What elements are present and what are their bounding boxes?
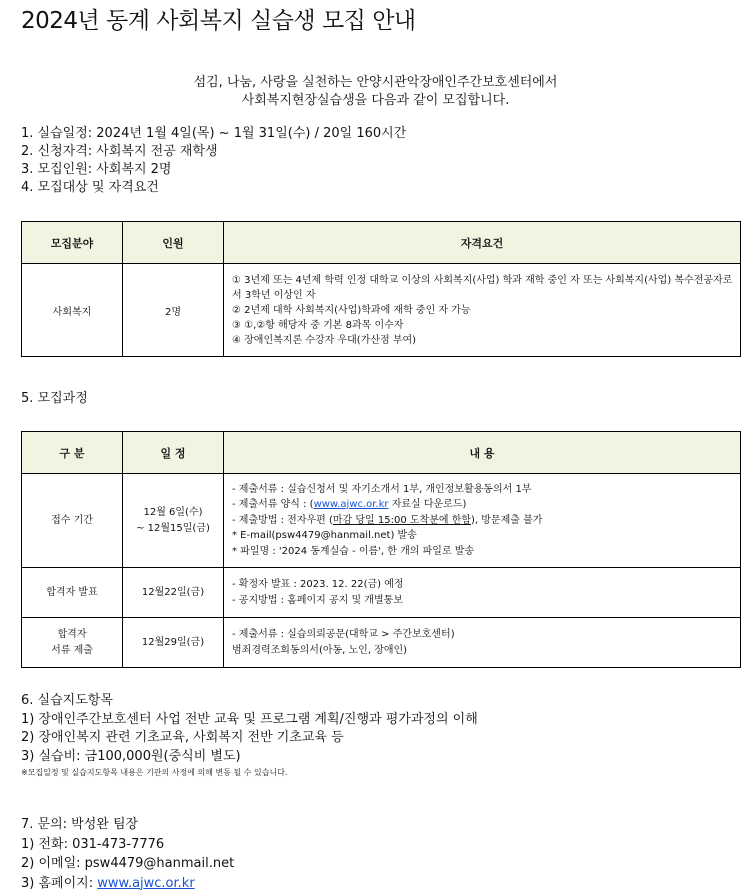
section-5-heading: 5. 모집과정 (21, 391, 88, 406)
schedule-cell (123, 568, 224, 618)
content-line: 범죄경력조회동의서(아동, 노인, 장애인) (232, 644, 408, 656)
schedule-line: ~ 12월15일(금) (136, 522, 210, 534)
content-text: ), 방문제출 불가 (471, 514, 543, 526)
header-category: 구 분 (22, 432, 123, 474)
contact-homepage (21, 874, 234, 893)
schedule-line: 12월29일(금) (141, 636, 205, 648)
content-cell (224, 474, 741, 568)
count-cell: 2명 (123, 264, 224, 357)
category-cell (22, 618, 123, 668)
category-label: 합격자 (57, 628, 87, 640)
content-text: - 제출서류 양식 : ( (232, 499, 314, 511)
content-text: - 제출방법 : 전자우편 ( (232, 514, 333, 526)
intro-line: 사회복지현장실습생을 다음과 같이 모집합니다. (241, 93, 510, 108)
training-items (21, 692, 478, 780)
headcount-item: 3. 모집인원: 사회복지 2명 (21, 162, 172, 177)
schedule-line: 12월22일(금) (141, 586, 205, 598)
header-content: 내 용 (224, 432, 741, 474)
content-line (232, 513, 732, 529)
header-count: 인원 (123, 222, 224, 264)
content-line: - 확정자 발표 : 2023. 12. 22(금) 예정 (232, 579, 404, 590)
contact-phone: 1) 전화: 031-473-7776 (21, 836, 165, 852)
header-field: 모집분야 (22, 222, 123, 264)
deadline-text: 마감 당일 15:00 도착분에 한함 (332, 514, 472, 526)
category-cell (22, 474, 123, 568)
requirements-heading: 4. 모집대상 및 자격요건 (21, 180, 159, 195)
section-7-heading: 7. 문의: 박성완 팀장 (21, 817, 139, 832)
content-cell (224, 618, 741, 668)
content-line (232, 497, 732, 513)
process-table (21, 431, 741, 668)
content-line: - 제출서류 : 실습신청서 및 자기소개서 1부, 개인정보활용동의서 1부 (232, 483, 532, 495)
header-schedule: 일 정 (123, 432, 224, 474)
requirements-table (21, 221, 741, 357)
contact-email: 2) 이메일: psw4479@hanmail.net (21, 856, 235, 871)
content-line: * 파일명 : '2024 동계실습 - 이름', 한 개의 파일로 발송 (232, 545, 475, 557)
training-item: 2) 장애인복지 관련 기초교육, 사회복지 전반 기초교육 등 (21, 730, 344, 745)
training-item: 3) 실습비: 금100,000원(중식비 별도) (21, 748, 241, 764)
category-label: 서류 제출 (51, 644, 93, 656)
schedule-cell (123, 474, 224, 568)
field-cell: 사회복지 (22, 264, 123, 357)
contact-section (21, 815, 234, 893)
intro-line: 섬김, 나눔, 사랑을 실천하는 안양시관악장애인주간보호센터에서 (193, 75, 558, 90)
homepage-link[interactable]: www.ajwc.or.kr (97, 875, 195, 891)
homepage-link[interactable]: www.ajwc.or.kr (313, 499, 389, 511)
requirement-item: ① 3년제 또는 4년제 학력 인정 대학교 이상의 사회복지(사업) 학과 재학 중인 자 또는 사회복지(사업) 복수전공자로서 3학년 이상인 자 (232, 275, 733, 301)
training-item: 1) 장애인주간보호센터 사업 전반 교육 및 프로그램 계획/진행과 평가과정의 이해 (21, 711, 478, 727)
requirements-cell (224, 264, 741, 357)
section-6-heading: 6. 실습지도항목 (21, 693, 113, 708)
content-cell (224, 568, 741, 618)
homepage-label: 3) 홈페이지: (21, 875, 98, 891)
category-label: 접수 기간 (51, 514, 93, 526)
qualification-item: 2. 신청자격: 사회복지 전공 재학생 (21, 144, 218, 159)
content-line: - 공지방법 : 홈페이지 공지 및 개별통보 (232, 594, 403, 606)
schedule-line: 12월 6일(수) (143, 506, 203, 518)
category-label: 합격자 발표 (46, 586, 98, 598)
content-line: - 제출서류 : 실습의뢰공문(대학교 > 주간보호센터) (232, 629, 455, 640)
content-text: 자료실 다운로드) (388, 499, 467, 511)
content-line: * E-mail(psw4479@hanmail.net) 발송 (232, 530, 417, 542)
requirement-item: ③ ①,②항 해당자 중 기본 8과목 이수자 (232, 320, 404, 331)
requirement-item: ④ 장애인복지론 수강자 우대(가산점 부여) (232, 335, 417, 346)
intro-text (0, 74, 751, 110)
requirement-item: ② 2년제 대학 사회복지(사업)학과에 재학 중인 자 가능 (232, 305, 471, 316)
recruitment-summary (21, 125, 406, 197)
schedule-cell (123, 618, 224, 668)
header-requirements: 자격요건 (224, 222, 741, 264)
category-cell (22, 568, 123, 618)
page-title: 2024년 동계 사회복지 실습생 모집 안내 (21, 8, 416, 34)
schedule-item: 1. 실습일정: 2024년 1월 4일(목) ~ 1월 31일(수) / 20일 160시간 (21, 126, 407, 141)
change-notice: ※모집일정 및 실습지도항목 내용은 기관의 사정에 의해 변동 될 수 있습니다. (21, 768, 288, 777)
